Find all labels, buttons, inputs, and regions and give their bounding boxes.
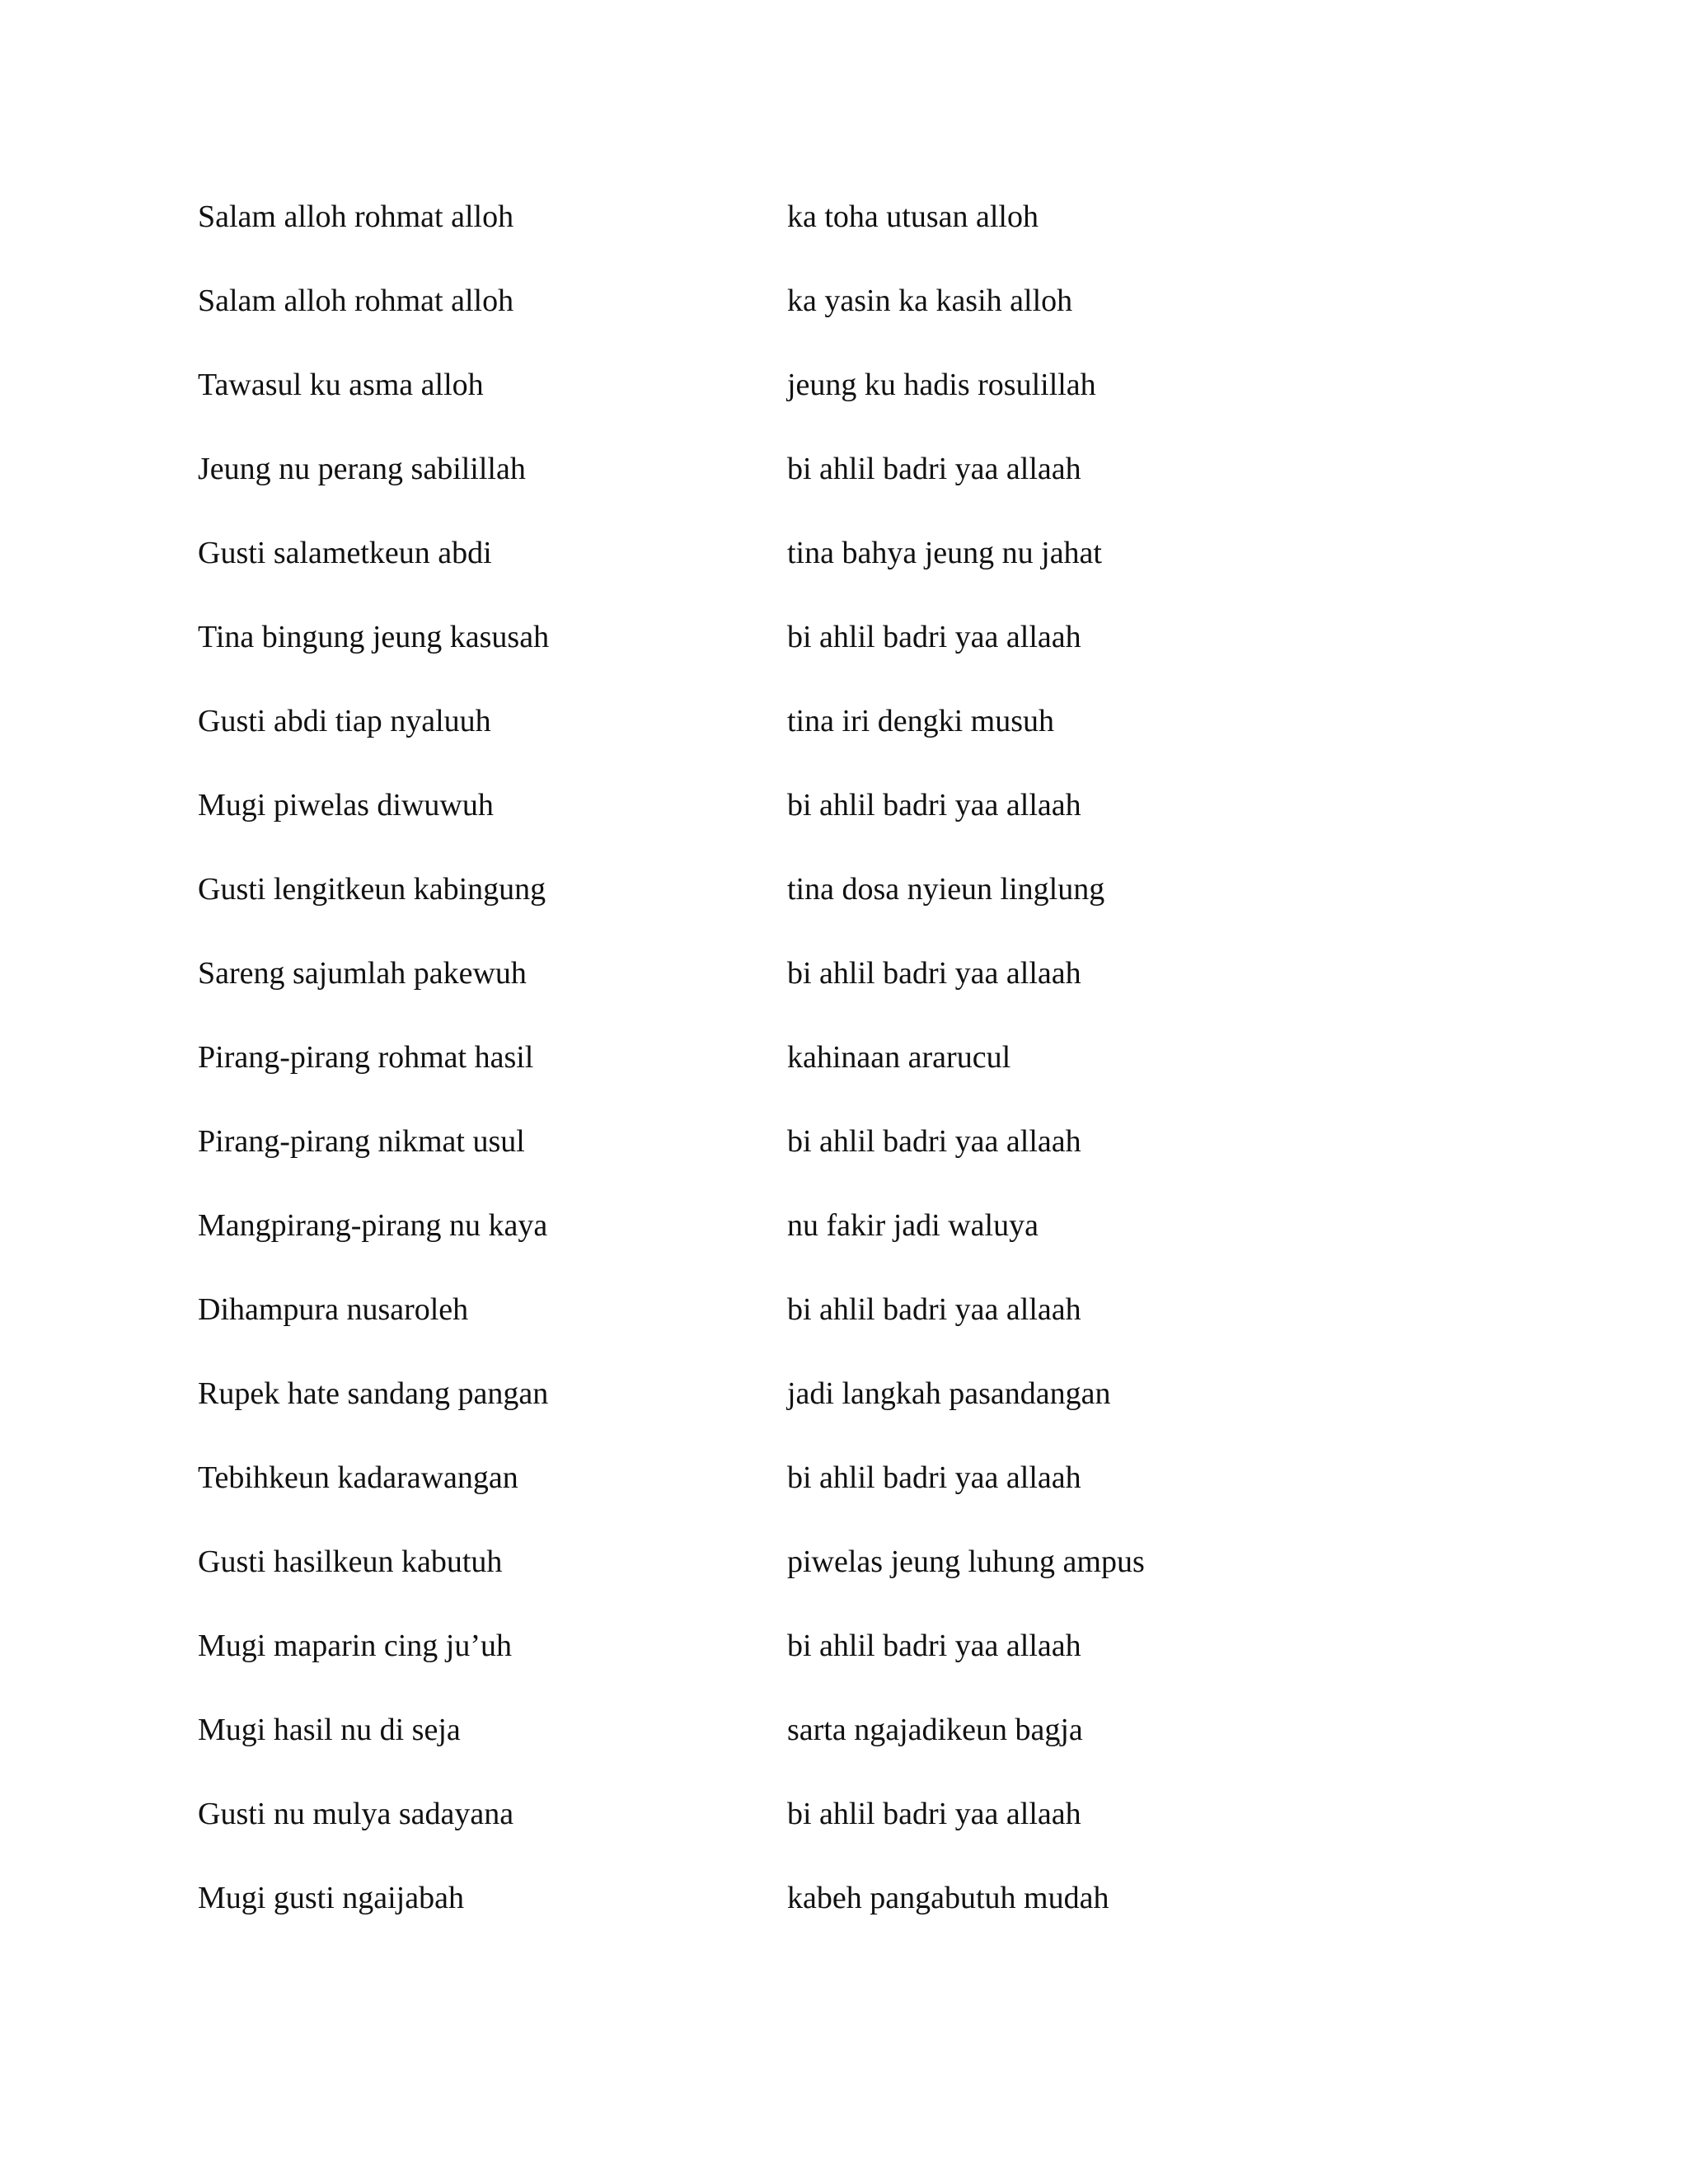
line-first-half: Gusti hasilkeun kabutuh: [198, 1544, 503, 1579]
line-first-half: Salam alloh rohmat alloh: [198, 199, 514, 234]
poem-line: [198, 1032, 1599, 1116]
line-second-half: bi ahlil badri yaa allaah: [787, 788, 1081, 823]
line-first-half: Mugi gusti ngaijabah: [198, 1881, 464, 1915]
line-second-half: tina iri dengki musuh: [787, 704, 1055, 738]
poem-line: [198, 612, 1599, 696]
poem-line: [198, 1620, 1599, 1704]
line-second-half: ka toha utusan alloh: [787, 199, 1039, 234]
line-first-half: Mangpirang-pirang nu kaya: [198, 1208, 548, 1243]
poem-line: [198, 1536, 1599, 1620]
line-first-half: Dihampura nusaroleh: [198, 1292, 469, 1327]
poem-line: [198, 1116, 1599, 1200]
line-first-half: Pirang-pirang nikmat usul: [198, 1124, 525, 1159]
line-second-half: jadi langkah pasandangan: [787, 1376, 1111, 1411]
line-second-half: kabeh pangabutuh mudah: [787, 1881, 1109, 1915]
line-second-half: tina dosa nyieun linglung: [787, 872, 1105, 907]
line-first-half: Tawasul ku asma alloh: [198, 368, 484, 402]
line-second-half: bi ahlil badri yaa allaah: [787, 1292, 1081, 1327]
line-first-half: Gusti salametkeun abdi: [198, 536, 492, 570]
poem-line: [198, 1200, 1599, 1284]
poem-line: [198, 359, 1599, 443]
line-second-half: bi ahlil badri yaa allaah: [787, 1460, 1081, 1495]
poem-line: [198, 527, 1599, 612]
line-second-half: bi ahlil badri yaa allaah: [787, 1629, 1081, 1663]
line-second-half: jeung ku hadis rosulillah: [787, 368, 1096, 402]
poem-line: [198, 1788, 1599, 1872]
poem-line: [198, 1368, 1599, 1452]
line-second-half: kahinaan ararucul: [787, 1040, 1011, 1075]
line-first-half: Mugi maparin cing ju’uh: [198, 1629, 512, 1663]
line-first-half: Gusti nu mulya sadayana: [198, 1797, 514, 1831]
line-second-half: piwelas jeung luhung ampus: [787, 1544, 1145, 1579]
poem-line: [198, 780, 1599, 864]
poem-line: [198, 864, 1599, 948]
line-first-half: Sareng sajumlah pakewuh: [198, 956, 527, 991]
poem-line: [198, 696, 1599, 780]
line-first-half: Salam alloh rohmat alloh: [198, 284, 514, 318]
poem-line: [198, 191, 1599, 275]
poem-line: [198, 1872, 1599, 1957]
poem-line: [198, 443, 1599, 527]
line-first-half: Pirang-pirang rohmat hasil: [198, 1040, 534, 1075]
poem-line: [198, 948, 1599, 1032]
line-second-half: bi ahlil badri yaa allaah: [787, 620, 1081, 654]
line-second-half: tina bahya jeung nu jahat: [787, 536, 1102, 570]
line-first-half: Rupek hate sandang pangan: [198, 1376, 549, 1411]
line-second-half: sarta ngajadikeun bagja: [787, 1713, 1083, 1747]
poem-line: [198, 275, 1599, 359]
line-second-half: bi ahlil badri yaa allaah: [787, 452, 1081, 486]
poem-body: [198, 191, 1599, 1957]
line-first-half: Tina bingung jeung kasusah: [198, 620, 550, 654]
line-second-half: ka yasin ka kasih alloh: [787, 284, 1073, 318]
line-second-half: bi ahlil badri yaa allaah: [787, 1124, 1081, 1159]
line-first-half: Gusti abdi tiap nyaluuh: [198, 704, 491, 738]
line-first-half: Mugi piwelas diwuwuh: [198, 788, 494, 823]
line-first-half: Gusti lengitkeun kabingung: [198, 872, 546, 907]
line-first-half: Tebihkeun kadarawangan: [198, 1460, 518, 1495]
line-second-half: bi ahlil badri yaa allaah: [787, 956, 1081, 991]
line-first-half: Jeung nu perang sabilillah: [198, 452, 526, 486]
poem-line: [198, 1284, 1599, 1368]
line-first-half: Mugi hasil nu di seja: [198, 1713, 461, 1747]
line-second-half: bi ahlil badri yaa allaah: [787, 1797, 1081, 1831]
poem-line: [198, 1704, 1599, 1788]
line-second-half: nu fakir jadi waluya: [787, 1208, 1039, 1243]
poem-line: [198, 1452, 1599, 1536]
